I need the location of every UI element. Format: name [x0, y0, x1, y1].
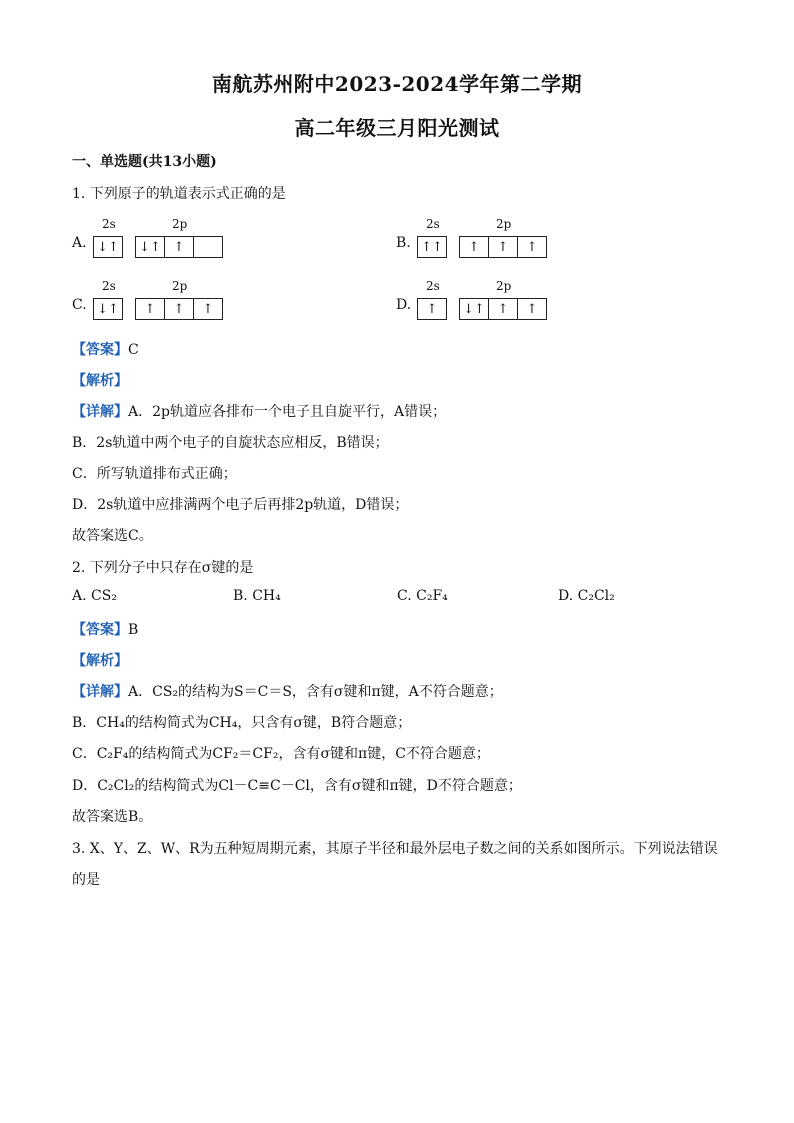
- orbital-label-2s: 2s: [426, 279, 440, 293]
- q1-detail-line: D．2s轨道中应排满两个电子后再排2p轨道，D错误；: [72, 497, 409, 513]
- q2-option-b: B. CH₄: [233, 588, 281, 604]
- orbital-box: ↑: [459, 236, 489, 258]
- q1-analysis-tag: 【解析】: [72, 373, 128, 389]
- q2-analysis-tag: 【解析】: [72, 653, 128, 669]
- orbital-box: ↑: [164, 236, 194, 258]
- q2-detail-line: C．C₂F₄的结构简式为CF₂＝CF₂，含有σ键和π键，C不符合题意；: [72, 746, 490, 762]
- q2-detail-line: D．C₂Cl₂的结构简式为Cl－C≡C－Cl，含有σ键和π键，D不符合题意；: [72, 778, 522, 794]
- q1-option-c: [72, 279, 242, 324]
- q1-option-d: [396, 279, 566, 324]
- detail-text: A．CS₂的结构为S＝C＝S，含有σ键和π键，A不符合题意；: [128, 684, 503, 700]
- document-subtitle: 高二年级三月阳光测试: [294, 116, 500, 140]
- orbital-label-2p: 2p: [172, 279, 188, 293]
- q1-conclusion: 故答案选C。: [72, 528, 153, 544]
- detail-tag: 【详解】: [72, 684, 128, 700]
- orbital-box: ↑: [488, 298, 518, 320]
- orbital-box: ↑: [517, 298, 547, 320]
- orbital-box: ↑: [488, 236, 518, 258]
- orbital-box: ↓↑: [93, 236, 123, 258]
- detail-text: A．2p轨道应各排布一个电子且自旋平行，A错误；: [128, 404, 447, 420]
- q1-option-a: [72, 217, 242, 262]
- orbital-2s-boxes: [94, 236, 123, 258]
- q1-detail-line: B．2s轨道中两个电子的自旋状态应相反，B错误；: [72, 435, 389, 451]
- detail-tag: 【详解】: [72, 404, 128, 420]
- orbital-label-2s: 2s: [426, 217, 440, 231]
- orbital-2s-boxes: [418, 298, 447, 320]
- orbital-2p-boxes: [136, 298, 223, 320]
- answer-value: C: [128, 342, 139, 358]
- orbital-label-2s: 2s: [102, 279, 116, 293]
- q2-conclusion: 故答案选B。: [72, 809, 153, 825]
- document-title: 南航苏州附中2023-2024学年第二学期: [211, 72, 583, 96]
- q2-option-c: C. C₂F₄: [397, 588, 448, 604]
- orbital-2p-boxes: [460, 298, 547, 320]
- q3-stem-continued: 的是: [72, 872, 100, 888]
- q1-detail-line: C．所写轨道排布式正确；: [72, 466, 237, 482]
- q1-stem: 1. 下列原子的轨道表示式正确的是: [72, 186, 286, 202]
- q2-answer: [72, 619, 138, 639]
- orbital-label-2p: 2p: [496, 279, 512, 293]
- option-label: A.: [72, 235, 87, 251]
- answer-value: B: [128, 622, 139, 638]
- orbital-box: ↑: [193, 298, 223, 320]
- orbital-box: ↑↑: [417, 236, 447, 258]
- orbital-box: [193, 236, 223, 258]
- q2-option-d: D. C₂Cl₂: [558, 588, 615, 604]
- q1-answer: [72, 339, 139, 359]
- orbital-box: ↓↑: [135, 236, 165, 258]
- option-label: B.: [396, 235, 411, 251]
- answer-tag: 【答案】: [72, 622, 128, 638]
- orbital-2s-boxes: [418, 236, 447, 258]
- orbital-box: ↓↑: [93, 298, 123, 320]
- orbital-box: ↑: [135, 298, 165, 320]
- orbital-box: ↑: [164, 298, 194, 320]
- q2-detail-line: [72, 681, 503, 701]
- orbital-box: ↑: [517, 236, 547, 258]
- q2-stem: 2. 下列分子中只存在σ键的是: [72, 560, 254, 576]
- answer-tag: 【答案】: [72, 342, 128, 358]
- orbital-label-2p: 2p: [496, 217, 512, 231]
- orbital-2p-boxes: [136, 236, 223, 258]
- option-label: C.: [72, 297, 87, 313]
- orbital-label-2p: 2p: [172, 217, 188, 231]
- orbital-box: ↓↑: [459, 298, 489, 320]
- orbital-box: ↑: [417, 298, 447, 320]
- q2-option-a: A. CS₂: [72, 588, 117, 604]
- q2-detail-line: B．CH₄的结构简式为CH₄，只含有σ键，B符合题意；: [72, 715, 412, 731]
- orbital-2p-boxes: [460, 236, 547, 258]
- q1-detail-line: [72, 401, 446, 421]
- section-heading: 一、单选题(共13小题): [72, 154, 217, 170]
- option-label: D.: [396, 297, 412, 313]
- q3-stem: 3. X、Y、Z、W、R为五种短周期元素，其原子半径和最外层电子数之间的关系如图所示。下列说法错误: [72, 841, 718, 857]
- orbital-label-2s: 2s: [102, 217, 116, 231]
- q1-option-b: [396, 217, 566, 262]
- orbital-2s-boxes: [94, 298, 123, 320]
